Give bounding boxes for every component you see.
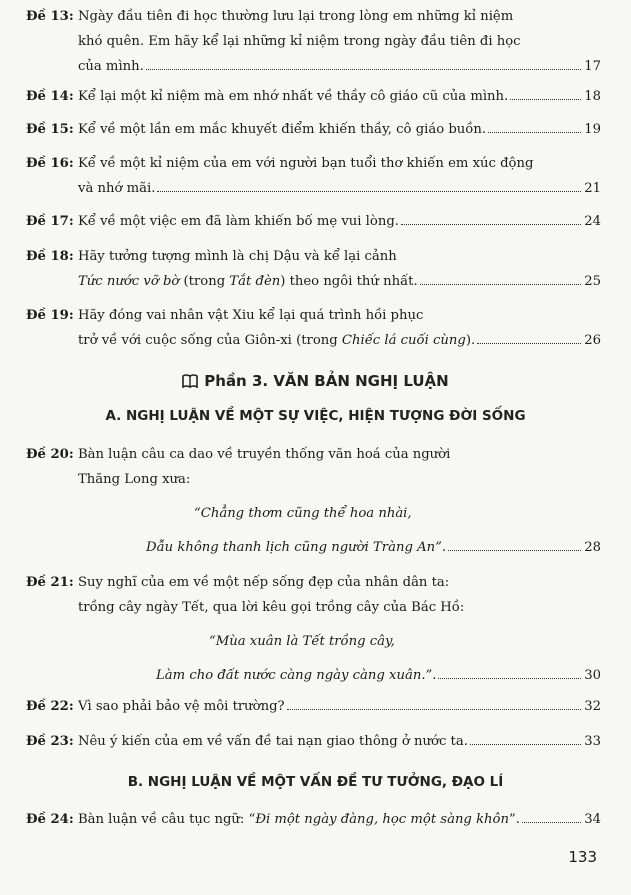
entry-label: Đề 18: (26, 249, 74, 264)
page-ref: 19 (584, 122, 601, 137)
entry-text: trở về với cuộc sống của Giôn-xi (trong (78, 333, 342, 348)
work-title: Tắt đèn (229, 274, 281, 289)
leader-dots (470, 744, 581, 745)
page-ref: 28 (584, 540, 601, 555)
entry-label: Đề 19: (26, 308, 74, 323)
toc-entry-22[interactable] (26, 694, 601, 719)
page-ref: 24 (584, 214, 601, 229)
entry-label: Đề 16: (26, 156, 74, 171)
entry-text: Hãy tưởng tượng mình là chị Dậu và kể lại cảnh (77, 249, 397, 264)
entry-text: Kể về một kỉ niệm của em với người bạn tuổi thơ khiến em xúc động (77, 156, 534, 171)
entry-text: Ngày đầu tiên đi học thường lưu lại trong lòng em những kỉ niệm (77, 9, 514, 24)
page-ref: 26 (584, 333, 601, 348)
verse-line: “Mùa xuân là Tết trồng cây, (209, 634, 395, 649)
toc-entry-21[interactable] (26, 570, 601, 688)
entry-text: Nêu ý kiến của em về vấn đề tai nạn giao thông ở nước ta. (77, 734, 468, 749)
entry-label: Đề 13: (26, 9, 74, 24)
leader-dots (448, 550, 581, 551)
toc-entry-17[interactable] (26, 209, 601, 234)
page-ref: 17 (584, 59, 601, 74)
entry-text: Kể về một việc em đã làm khiến bố mẹ vui lòng. (77, 214, 399, 229)
verse-line: “Chẳng thơm cũng thể hoa nhài, (194, 506, 412, 521)
leader-dots (488, 132, 581, 133)
toc-entry-16[interactable] (26, 151, 601, 201)
entry-label: Đề 22: (26, 699, 74, 714)
entry-text: khó quên. Em hãy kể lại những kỉ niệm trong ngày đầu tiên đi học (78, 34, 521, 49)
entry-text: (trong (179, 274, 230, 289)
toc-entry-19[interactable] (26, 303, 601, 353)
page-ref: 25 (584, 274, 601, 289)
section-heading-a: A. NGHỊ LUẬN VỀ MỘT SỰ VIỆC, HIỆN TƯỢNG ĐỜI SỐNG (105, 408, 526, 424)
toc-entry-14[interactable] (26, 84, 601, 109)
leader-dots (477, 343, 581, 344)
entry-text: Hãy đóng vai nhân vật Xiu kể lại quá trình hồi phục (77, 308, 424, 323)
entry-text: ) theo ngôi thứ nhất. (280, 274, 418, 289)
page-ref: 30 (584, 668, 601, 683)
leader-dots (438, 678, 581, 679)
proverb: Đi một ngày đàng, học một sàng khôn (255, 812, 509, 827)
leader-dots (157, 191, 581, 192)
page-ref: 33 (584, 734, 601, 749)
toc-entry-20[interactable] (26, 442, 601, 560)
entry-text: Thăng Long xưa: (78, 472, 191, 487)
verse-line: Làm cho đất nước càng ngày càng xuân.”. (156, 668, 437, 683)
toc-entry-13[interactable] (26, 4, 601, 79)
entry-label: Đề 20: (26, 447, 74, 462)
leader-dots (287, 709, 581, 710)
entry-text: Bàn luận về câu tục ngữ: “ (77, 812, 256, 827)
page-ref: 21 (584, 181, 601, 196)
entry-label: Đề 15: (26, 122, 74, 137)
toc-entry-15[interactable] (26, 117, 601, 142)
toc-entry-24[interactable] (26, 807, 601, 832)
entry-label: Đề 24: (26, 812, 74, 827)
entry-text: ”. (509, 812, 520, 827)
section-heading-b: B. NGHỊ LUẬN VỀ MỘT VẤN ĐỀ TƯ TƯỞNG, ĐẠO LÍ (127, 774, 504, 790)
entry-label: Đề 23: (26, 734, 74, 749)
entry-text: của mình. (78, 59, 144, 74)
part-heading-text: Phần 3. VĂN BẢN NGHỊ LUẬN (204, 372, 449, 390)
entry-label: Đề 17: (26, 214, 74, 229)
toc-entry-18[interactable] (26, 244, 601, 294)
leader-dots (510, 99, 581, 100)
entry-label: Đề 14: (26, 89, 74, 104)
leader-dots (420, 284, 581, 285)
leader-dots (146, 69, 581, 70)
entry-text: và nhớ mãi. (78, 181, 156, 196)
entry-text: Suy nghĩ của em về một nếp sống đẹp của nhân dân ta: (77, 575, 450, 590)
page-ref: 32 (584, 699, 601, 714)
toc-entry-23[interactable] (26, 729, 601, 754)
verse-line: Dẫu không thanh lịch cũng người Tràng An”. (146, 540, 447, 555)
entry-text: ). (465, 333, 476, 348)
entry-text: trồng cây ngày Tết, qua lời kêu gọi trồng cây của Bác Hồ: (78, 600, 465, 615)
page-ref: 18 (584, 89, 601, 104)
entry-text: Vì sao phải bảo vệ môi trường? (77, 699, 285, 714)
part-heading (0, 372, 631, 392)
entry-text: Kể lại một kỉ niệm mà em nhớ nhất về thầy cô giáo cũ của mình. (77, 89, 509, 104)
page-number: 133 (568, 848, 597, 866)
entry-text: Kể về một lần em mắc khuyết điểm khiến thầy, cô giáo buồn. (77, 122, 487, 137)
page-ref: 34 (584, 812, 601, 827)
work-title: Tức nước vỡ bờ (78, 274, 180, 289)
leader-dots (401, 224, 581, 225)
work-title: Chiếc lá cuối cùng (341, 333, 466, 348)
entry-text: Bàn luận câu ca dao về truyền thống văn hoá của người (77, 447, 451, 462)
leader-dots (522, 822, 581, 823)
open-book-icon (182, 374, 198, 392)
entry-label: Đề 21: (26, 575, 74, 590)
